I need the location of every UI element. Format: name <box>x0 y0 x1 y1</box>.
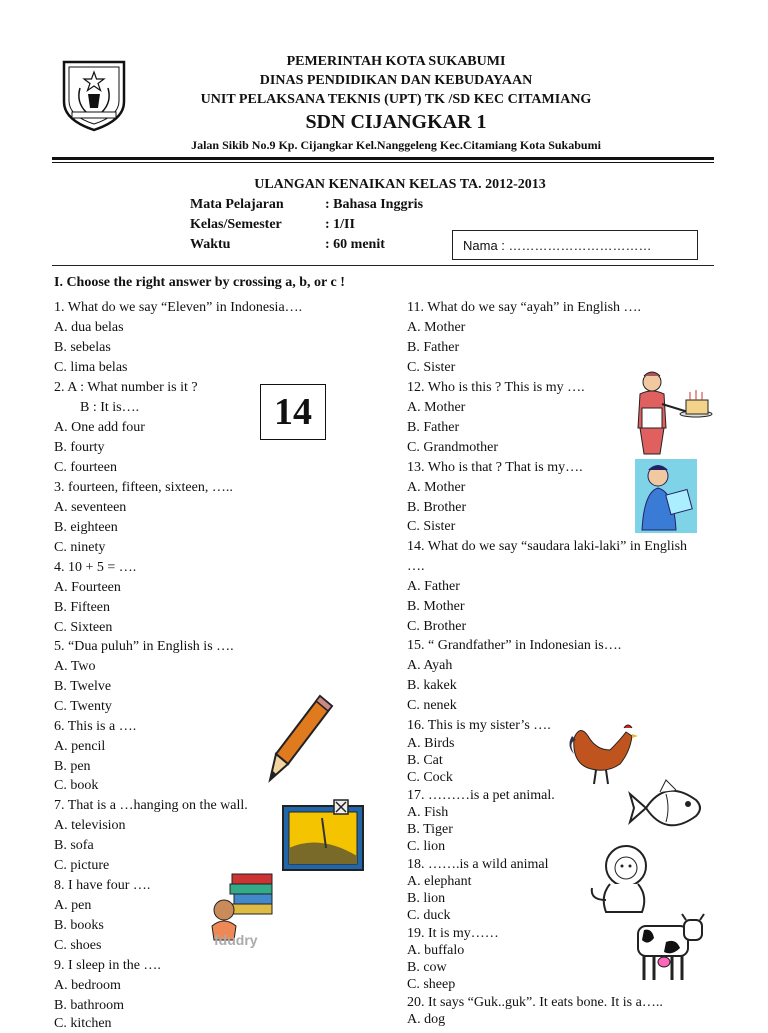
question-line: …. <box>407 559 425 574</box>
answer-option[interactable]: C. ninety <box>54 540 106 555</box>
answer-option[interactable]: C. nenek <box>407 698 457 713</box>
answer-option[interactable]: C. lima belas <box>54 360 128 375</box>
answer-option[interactable]: A. pencil <box>54 739 106 754</box>
answer-option[interactable]: C. kitchen <box>54 1016 112 1031</box>
answer-option[interactable]: A. Fish <box>407 805 449 820</box>
answer-option[interactable]: B. eighteen <box>54 520 118 535</box>
answer-option[interactable]: B. sebelas <box>54 340 111 355</box>
answer-option[interactable]: B. Twelve <box>54 679 112 694</box>
info-label-time: Waktu <box>190 237 231 252</box>
answer-option[interactable]: B. lion <box>407 891 446 906</box>
pencil-icon <box>266 692 336 784</box>
answer-option[interactable]: A. Mother <box>407 480 466 495</box>
question-line: 18. …….is a wild animal <box>407 857 549 872</box>
answer-option[interactable]: B. Father <box>407 340 460 355</box>
answer-option[interactable]: B. bathroom <box>54 998 124 1013</box>
answer-option[interactable]: C. book <box>54 778 99 793</box>
answer-option[interactable]: C. fourteen <box>54 460 117 475</box>
brother-icon <box>634 458 698 534</box>
answer-option[interactable]: B. Cat <box>407 753 443 768</box>
answer-option[interactable]: B. Brother <box>407 500 467 515</box>
question-line: 3. fourteen, fifteen, sixteen, ….. <box>54 480 233 495</box>
answer-option[interactable]: B. cow <box>407 960 447 975</box>
school-address: Jalan Sikib No.9 Kp. Cijangkar Kel.Nanggeleng Kec.Citamiang Kota Sukabumi <box>191 138 601 152</box>
header-line-3: UNIT PELAKSANA TEKNIS (UPT) TK /SD KEC CITAMIANG <box>200 92 592 107</box>
answer-option[interactable]: C. shoes <box>54 938 102 953</box>
answer-option[interactable]: A. Mother <box>407 320 466 335</box>
answer-option[interactable]: B. books <box>54 918 104 933</box>
question-line: 9. I sleep in the …. <box>54 958 161 973</box>
mother-with-cake-icon <box>630 368 714 456</box>
answer-option[interactable]: C. Sixteen <box>54 620 113 635</box>
name-field-box[interactable] <box>452 230 698 260</box>
question-line: 2. A : What number is it ? <box>54 380 198 395</box>
answer-option[interactable]: C. lion <box>407 839 446 854</box>
child-with-books-icon <box>206 870 276 950</box>
answer-option[interactable]: C. Sister <box>407 519 456 534</box>
answer-option[interactable]: C. Brother <box>407 619 467 634</box>
answer-option[interactable]: A. television <box>54 818 126 833</box>
question-line: 8. I have four …. <box>54 878 151 893</box>
answer-option[interactable]: A. Mother <box>407 400 466 415</box>
question-line: 14. What do we say “saudara laki-laki” in English <box>407 539 688 554</box>
answer-option[interactable]: A. Two <box>54 659 96 674</box>
answer-option[interactable]: C. Grandmother <box>407 440 498 455</box>
question-line: 11. What do we say “ayah” in English …. <box>407 300 642 315</box>
question-line: 12. Who is this ? This is my …. <box>407 380 585 395</box>
cow-icon <box>630 912 710 984</box>
clipart-watermark: fdudry <box>214 932 258 948</box>
answer-option[interactable]: B. pen <box>54 759 91 774</box>
header-line-1: PEMERINTAH KOTA SUKABUMI <box>286 54 506 69</box>
answer-option[interactable]: B. Father <box>407 420 460 435</box>
answer-option[interactable]: B. sofa <box>54 838 94 853</box>
answer-option[interactable]: A. Birds <box>407 736 455 751</box>
info-divider <box>52 265 714 266</box>
question-line: 13. Who is that ? That is my…. <box>407 460 583 475</box>
answer-option[interactable]: B. Mother <box>407 599 465 614</box>
answer-option[interactable]: C. duck <box>407 908 451 923</box>
answer-option[interactable]: A. pen <box>54 898 92 913</box>
section-instruction: I. Choose the right answer by crossing a, b, or c ! <box>54 275 345 290</box>
question-line: 4. 10 + 5 = …. <box>54 560 137 575</box>
answer-option[interactable]: C. Sister <box>407 360 456 375</box>
answer-option[interactable]: B. Fifteen <box>54 600 110 615</box>
question-line: 7. That is a …hanging on the wall. <box>54 798 248 813</box>
answer-option[interactable]: A. Ayah <box>407 658 453 673</box>
answer-option[interactable]: B. Tiger <box>407 822 453 837</box>
framed-picture-icon <box>280 798 366 874</box>
answer-option[interactable]: A. buffalo <box>407 943 465 958</box>
fish-icon <box>626 774 708 840</box>
info-value-time: : 60 menit <box>325 237 385 252</box>
info-value-class: : 1/II <box>325 217 355 232</box>
question-line: 17. ………is a pet animal. <box>407 788 555 803</box>
question-line: 19. It is my…… <box>407 926 499 941</box>
question-line: B : It is…. <box>80 400 140 415</box>
info-value-subject: : Bahasa Inggris <box>325 197 424 212</box>
answer-option[interactable]: C. Twenty <box>54 699 112 714</box>
answer-option[interactable]: B. kakek <box>407 678 457 693</box>
answer-option[interactable]: A. Father <box>407 579 460 594</box>
question-line: 15. “ Grandfather” in Indonesian is…. <box>407 638 622 653</box>
answer-option[interactable]: C. sheep <box>407 977 456 992</box>
school-name: SDN CIJANGKAR 1 <box>305 111 487 133</box>
number-fourteen-text: 14 <box>274 391 312 433</box>
answer-option[interactable]: A. dua belas <box>54 320 124 335</box>
header-line-2: DINAS PENDIDIKAN DAN KEBUDAYAAN <box>259 73 533 88</box>
info-label-subject: Mata Pelajaran <box>190 197 284 212</box>
answer-option[interactable]: A. One add four <box>54 420 145 435</box>
answer-option[interactable]: A. elephant <box>407 874 472 889</box>
exam-title: ULANGAN KENAIKAN KELAS TA. 2012-2013 <box>254 177 546 192</box>
answer-option[interactable]: C. picture <box>54 858 110 873</box>
question-line: 5. “Dua puluh” in English is …. <box>54 639 234 654</box>
number-fourteen-box <box>260 384 326 440</box>
answer-option[interactable]: C. Cock <box>407 770 453 785</box>
question-line: 16. This is my sister’s …. <box>407 718 551 733</box>
name-field-label: Nama : …………………………… <box>463 238 652 253</box>
header-divider-thin <box>52 162 714 163</box>
lion-icon <box>586 840 656 916</box>
info-label-class: Kelas/Semester <box>190 217 282 232</box>
header-divider-thick <box>52 157 714 160</box>
question-line: 1. What do we say “Eleven” in Indonesia…. <box>54 300 303 315</box>
answer-option[interactable]: A. Fourteen <box>54 580 121 595</box>
question-line: 20. It says “Guk..guk”. It eats bone. It is a….. <box>407 995 663 1010</box>
answer-option[interactable]: A. dog <box>407 1012 446 1027</box>
question-line: 6. This is a …. <box>54 719 137 734</box>
answer-option[interactable]: B. fourty <box>54 440 105 455</box>
answer-option[interactable]: A. bedroom <box>54 978 121 993</box>
answer-option[interactable]: A. seventeen <box>54 500 127 515</box>
